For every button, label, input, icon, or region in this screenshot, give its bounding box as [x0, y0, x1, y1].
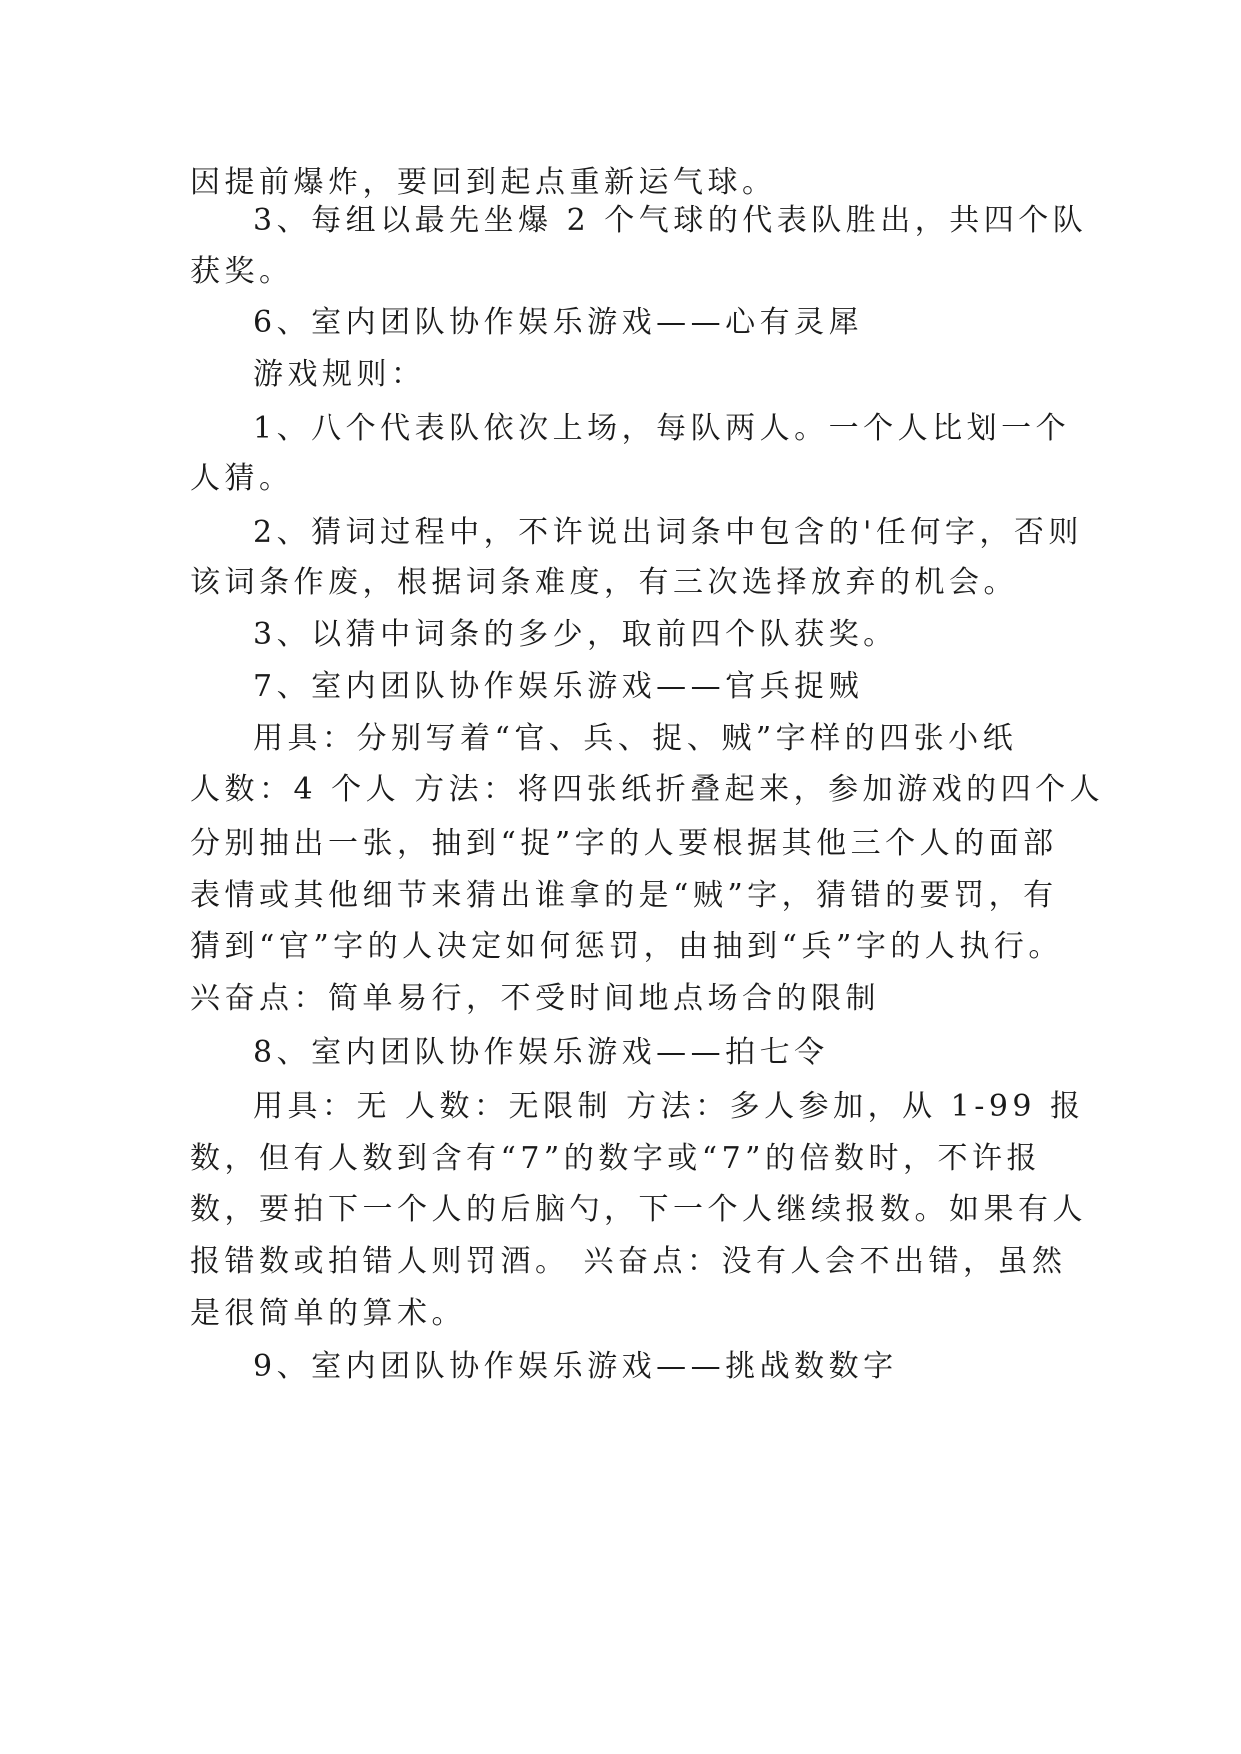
paragraph-line: 3、每组以最先坐爆 2 个气球的代表队胜出，共四个队: [253, 203, 1088, 238]
section-heading: 8、室内团队协作娱乐游戏——拍七令: [253, 1035, 829, 1070]
paragraph-line: 人数：4 个人 方法：将四张纸折叠起来，参加游戏的四个人: [190, 772, 1105, 807]
paragraph-line: 报错数或拍错人则罚酒。 兴奋点：没有人会不出错，虽然: [190, 1244, 1067, 1279]
paragraph-line: 用具：无 人数：无限制 方法：多人参加，从 1-99 报: [253, 1089, 1085, 1124]
paragraph-line: 分别抽出一张，抽到“捉”字的人要根据其他三个人的面部: [190, 826, 1058, 861]
paragraph-line: 3、以猜中词条的多少，取前四个队获奖。: [253, 617, 898, 652]
paragraph-line: 获奖。: [190, 254, 294, 289]
paragraph-line: 数，但有人数到含有“7”的数字或“7”的倍数时，不许报: [190, 1141, 1042, 1176]
paragraph-line: 游戏规则：: [253, 357, 426, 392]
paragraph-line: 2、猜词过程中，不许说出词条中包含的'任何字，否则: [253, 515, 1083, 550]
paragraph-line: 因提前爆炸，要回到起点重新运气球。: [190, 165, 777, 200]
paragraph-line: 兴奋点：简单易行，不受时间地点场合的限制: [190, 981, 880, 1016]
section-heading: 9、室内团队协作娱乐游戏——挑战数数字: [253, 1349, 898, 1384]
section-heading: 6、室内团队协作娱乐游戏——心有灵犀: [253, 305, 864, 340]
paragraph-line: 数，要拍下一个人的后脑勺，下一个人继续报数。如果有人: [190, 1192, 1087, 1227]
paragraph-line: 1、八个代表队依次上场，每队两人。一个人比划一个: [253, 411, 1071, 446]
paragraph-line: 人猜。: [190, 461, 294, 496]
section-heading: 7、室内团队协作娱乐游戏——官兵捉贼: [253, 669, 864, 704]
paragraph-line: 猜到“官”字的人决定如何惩罚，由抽到“兵”字的人执行。: [190, 929, 1063, 964]
paragraph-line: 用具：分别写着“官、兵、捉、贼”字样的四张小纸: [253, 721, 1018, 756]
paragraph-line: 是很简单的算术。: [190, 1296, 466, 1331]
paragraph-line: 表情或其他细节来猜出谁拿的是“贼”字，猜错的要罚，有: [190, 878, 1058, 913]
paragraph-line: 该词条作废，根据词条难度，有三次选择放弃的机会。: [190, 565, 1018, 600]
